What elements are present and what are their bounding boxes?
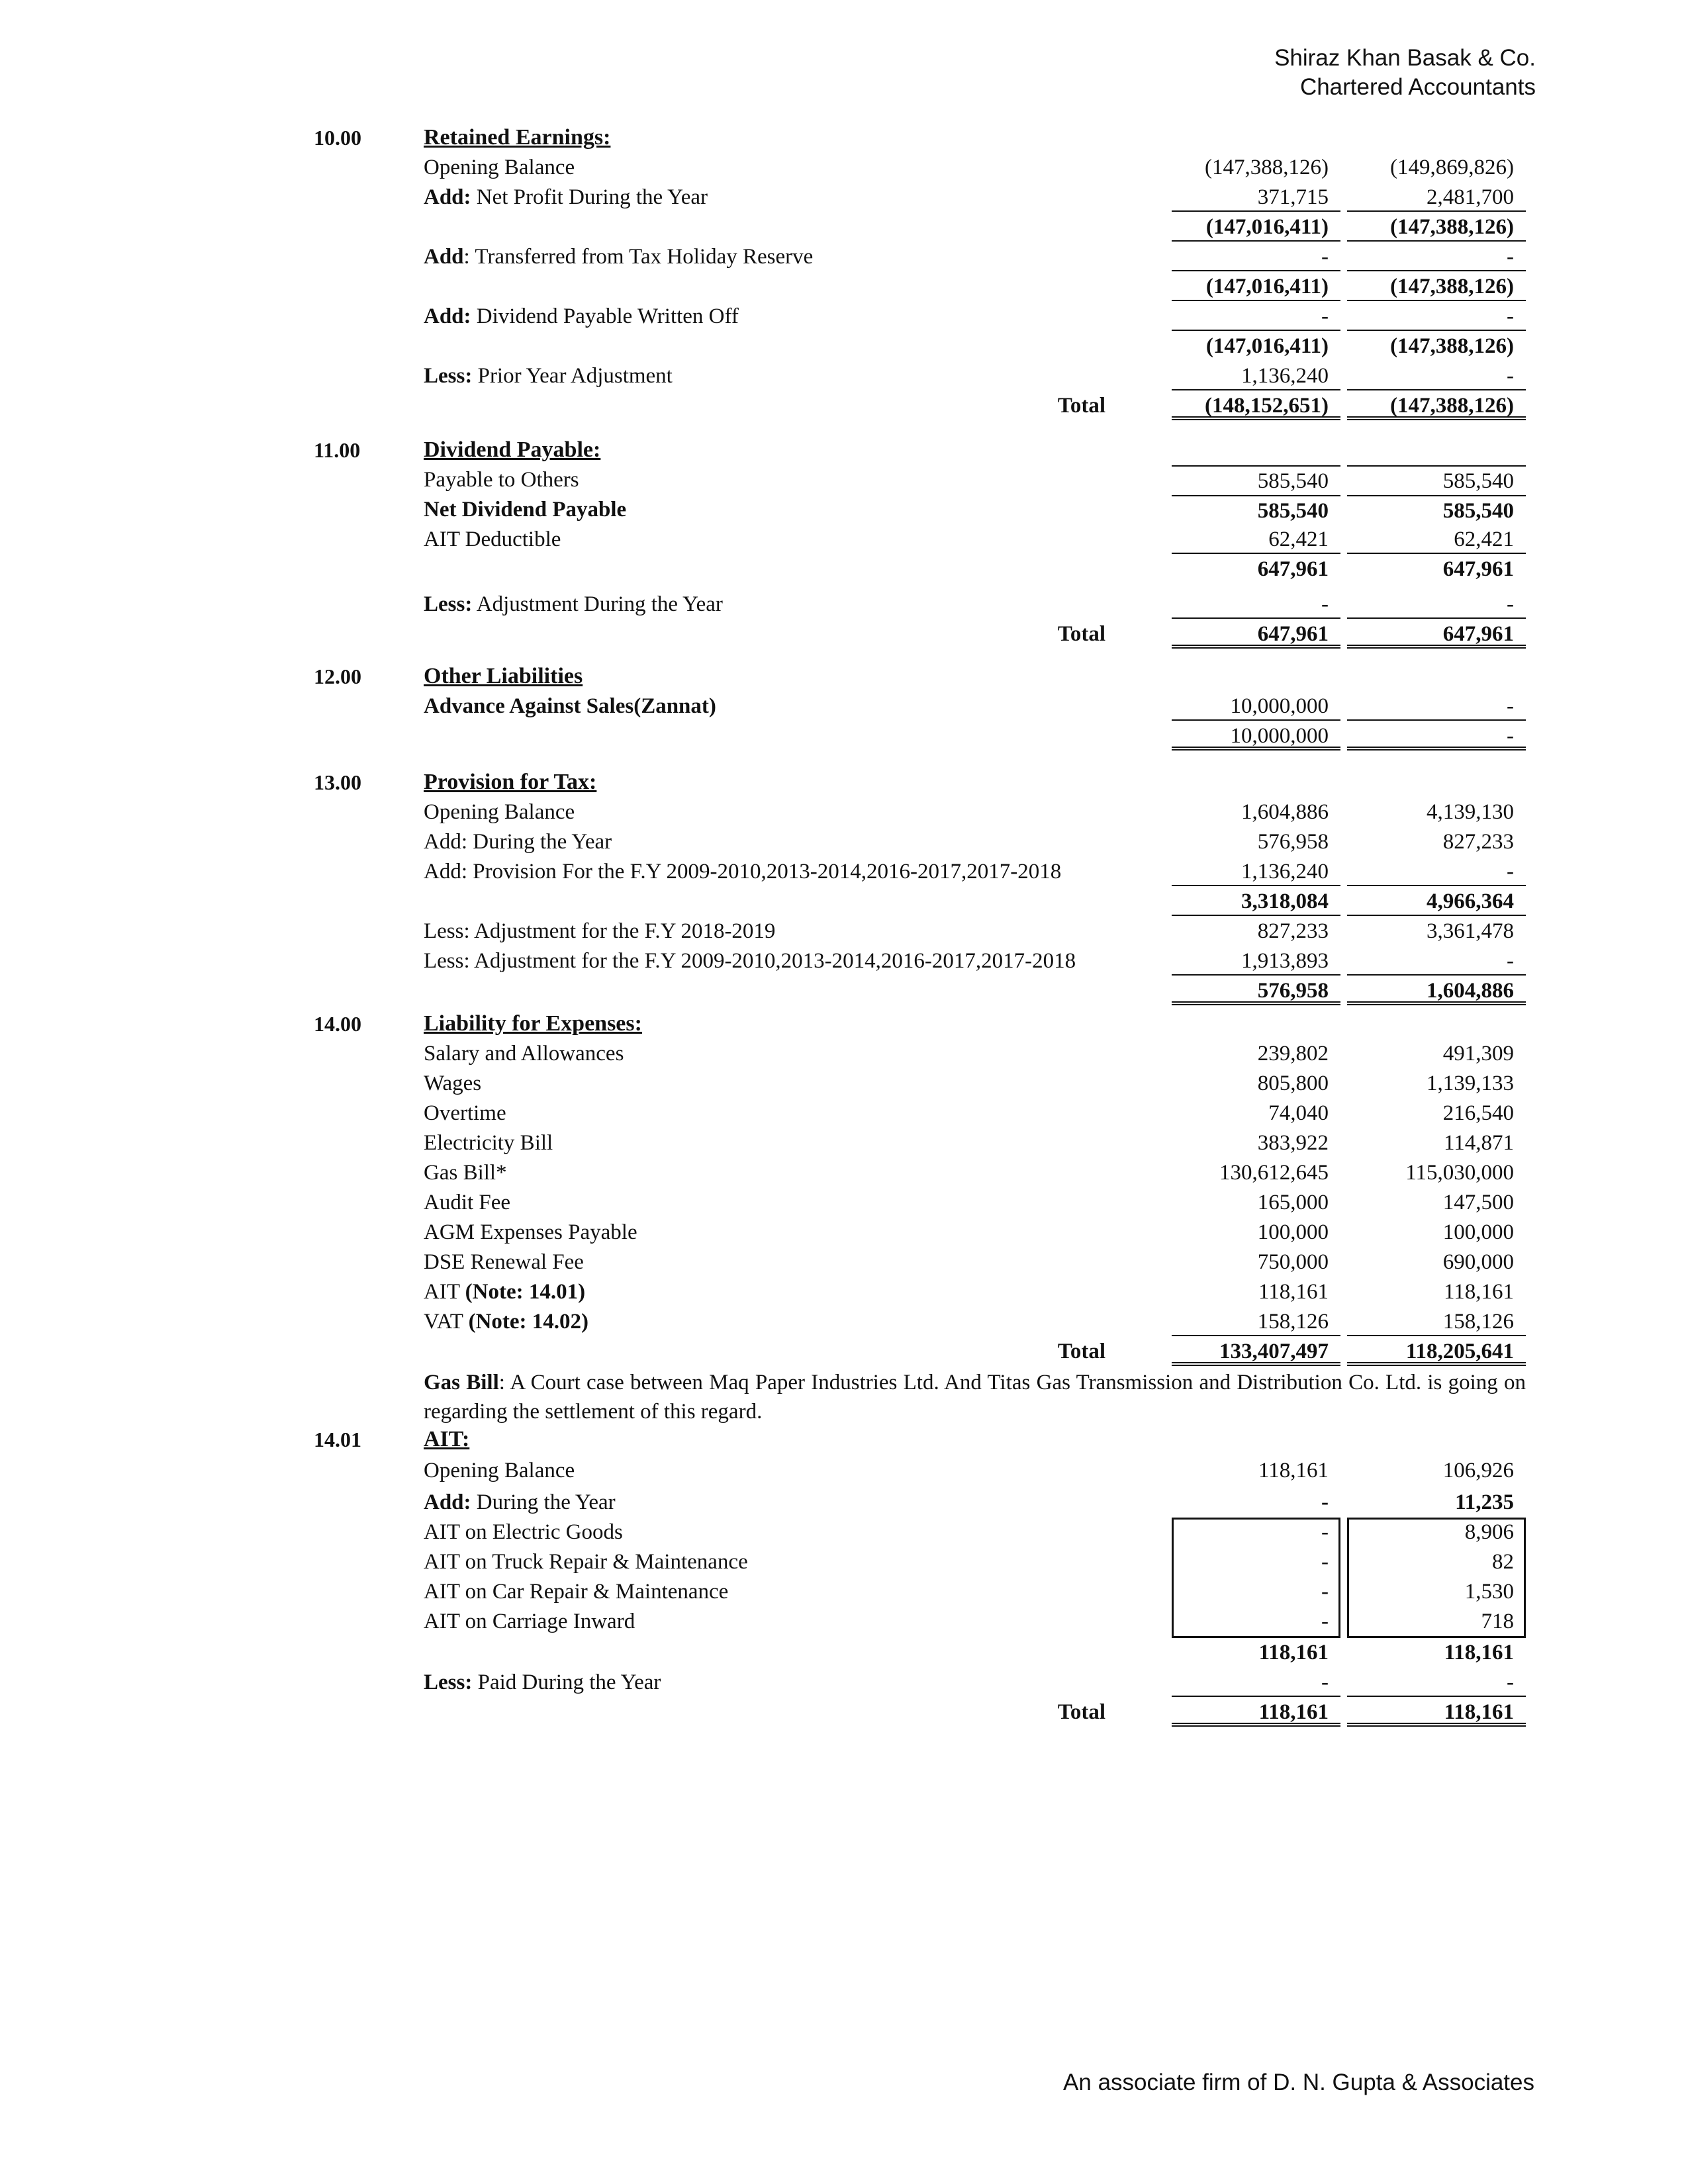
row-label: Gas Bill* (424, 1161, 507, 1185)
value-prior: (149,869,826) (1390, 156, 1514, 179)
row-label: Opening Balance (424, 1459, 575, 1482)
value-prior: - (1347, 1668, 1526, 1697)
total-current: 133,407,497 (1172, 1337, 1340, 1366)
value-prior: - (1347, 302, 1526, 331)
row-label: Salary and Allowances (424, 1042, 624, 1066)
subtotal-row (0, 1638, 1688, 1668)
value-prior: 1,139,133 (1427, 1071, 1514, 1095)
table-row (0, 1607, 1688, 1637)
value-current: 585,540 (1172, 495, 1340, 524)
note-title: Liability for Expenses: (424, 1011, 642, 1036)
value-current: 1,913,893 (1172, 946, 1340, 976)
row-label: Add: Transferred from Tax Holiday Reserve (424, 245, 814, 269)
subtotal-row (0, 212, 1688, 242)
firm-name: Shiraz Khan Basak & Co. (1274, 45, 1536, 71)
table-row (0, 917, 1688, 946)
row-label: AIT on Truck Repair & Maintenance (424, 1550, 748, 1574)
value-current: - (1321, 1550, 1329, 1574)
value-current: 827,233 (1257, 919, 1329, 943)
subtotal-current: 3,318,084 (1172, 887, 1340, 916)
note-number: 11.00 (314, 438, 361, 462)
value-prior: 718 (1481, 1610, 1514, 1633)
value-prior: 1,530 (1464, 1580, 1514, 1604)
table-row (0, 495, 1688, 525)
value-current: 118,161 (1258, 1280, 1329, 1304)
table-row (0, 857, 1688, 887)
value-current: 165,000 (1257, 1191, 1329, 1214)
value-current: 805,800 (1257, 1071, 1329, 1095)
total-label: Total (1057, 622, 1105, 646)
total-label: Total (1057, 394, 1105, 418)
note-number: 14.01 (314, 1428, 361, 1451)
value-current: 62,421 (1172, 525, 1340, 554)
total-prior: - (1347, 721, 1526, 751)
table-row (0, 1277, 1688, 1307)
value-current: 1,136,240 (1172, 361, 1340, 390)
row-label: Electricity Bill (424, 1131, 553, 1155)
table-row (0, 827, 1688, 857)
subtotal-current: 647,961 (1257, 557, 1329, 581)
note-title: Provision for Tax: (424, 770, 597, 794)
subtotal-current: (147,016,411) (1205, 334, 1329, 358)
value-prior: 147,500 (1442, 1191, 1514, 1214)
table-row (0, 465, 1688, 495)
value-current: 100,000 (1257, 1220, 1329, 1244)
total-row (0, 1337, 1688, 1367)
table-row (0, 1069, 1688, 1099)
value-prior: 8,906 (1464, 1520, 1514, 1544)
firm-subtitle: Chartered Accountants (1299, 74, 1536, 100)
value-prior: 3,361,478 (1427, 919, 1514, 943)
value-current: - (1321, 1490, 1329, 1514)
subtotal-row (0, 332, 1688, 361)
table-row (0, 1248, 1688, 1277)
total-current: 10,000,000 (1172, 721, 1340, 751)
subtotal-current: (147,016,411) (1172, 272, 1340, 301)
note-number: 13.00 (314, 770, 361, 794)
firm-header (1274, 44, 1536, 102)
value-prior: 491,309 (1442, 1042, 1514, 1066)
row-label: Less: Adjustment During the Year (424, 592, 723, 616)
value-prior: 690,000 (1442, 1250, 1514, 1274)
table-row (0, 1128, 1688, 1158)
subtotal-prior: 4,966,364 (1347, 887, 1526, 916)
row-label: Add: During the Year (424, 830, 612, 854)
note-number: 10.00 (314, 126, 361, 150)
row-label: Wages (424, 1071, 482, 1095)
row-label: Opening Balance (424, 156, 575, 179)
row-label: Net Dividend Payable (424, 498, 627, 522)
subtotal-row (0, 555, 1688, 584)
row-label: Overtime (424, 1101, 506, 1125)
table-row (0, 1488, 1688, 1518)
total-prior: 118,161 (1347, 1698, 1526, 1727)
subtotal-row (0, 272, 1688, 302)
value-prior: 62,421 (1347, 525, 1526, 554)
row-label: Less: Paid During the Year (424, 1670, 661, 1694)
value-current: - (1321, 1520, 1329, 1544)
value-current: 10,000,000 (1172, 692, 1340, 721)
note-number: 14.00 (314, 1012, 361, 1036)
table-row (0, 361, 1688, 391)
total-current: 647,961 (1172, 619, 1340, 649)
value-prior: 118,161 (1443, 1280, 1514, 1304)
row-label: Advance Against Sales(Zannat) (424, 694, 716, 718)
total-current: (148,152,651) (1172, 391, 1340, 420)
total-current: 576,958 (1172, 976, 1340, 1005)
value-current: - (1321, 1610, 1329, 1633)
footer-associate-note: An associate firm of D. N. Gupta & Associates (1063, 2070, 1534, 2095)
value-prior: 4,139,130 (1427, 800, 1514, 824)
value-current: 239,802 (1257, 1042, 1329, 1066)
row-label: Audit Fee (424, 1191, 511, 1214)
table-row (0, 1218, 1688, 1248)
value-prior: - (1347, 692, 1526, 721)
table-row (0, 242, 1688, 272)
value-prior: - (1347, 361, 1526, 390)
row-label: Add: During the Year (424, 1490, 616, 1514)
row-label: Less: Prior Year Adjustment (424, 364, 673, 388)
value-current: 371,715 (1172, 183, 1340, 212)
total-prior: 1,604,886 (1347, 976, 1526, 1005)
table-row (0, 590, 1688, 619)
value-prior: - (1347, 857, 1526, 886)
value-current: 1,604,886 (1241, 800, 1329, 824)
value-current: - (1172, 1668, 1340, 1697)
subtotal-prior: (147,388,126) (1347, 272, 1526, 301)
row-label: AIT Deductible (424, 527, 561, 551)
value-current: 74,040 (1268, 1101, 1329, 1125)
table-row (0, 1577, 1688, 1607)
table-row (0, 692, 1688, 721)
table-row (0, 1547, 1688, 1577)
total-row (0, 619, 1688, 649)
value-current: 130,612,645 (1219, 1161, 1329, 1185)
subtotal-prior: 118,161 (1444, 1641, 1514, 1664)
value-prior: 106,926 (1442, 1459, 1514, 1482)
subtotal-prior: 647,961 (1442, 557, 1514, 581)
table-row (0, 302, 1688, 332)
table-row (0, 1518, 1688, 1547)
value-prior: - (1347, 946, 1526, 976)
note-title: Dividend Payable: (424, 437, 601, 462)
value-prior: 82 (1492, 1550, 1514, 1574)
note-title: Other Liabilities (424, 664, 583, 688)
total-row (0, 976, 1688, 1006)
value-current: - (1172, 242, 1340, 271)
value-current: - (1172, 302, 1340, 331)
subtotal-current: (147,016,411) (1172, 212, 1340, 242)
total-row (0, 721, 1688, 751)
row-label: VAT (Note: 14.02) (424, 1310, 589, 1334)
note-title: AIT: (424, 1427, 470, 1451)
row-label: Less: Adjustment for the F.Y 2018-2019 (424, 919, 776, 943)
gas-bill-note: Gas Bill: A Court case between Maq Paper Industries Ltd. And Titas Gas Transmission and Distribution Co. Ltd. is going on regarding the settlement of this regard. (424, 1371, 1526, 1424)
value-current: (147,388,126) (1205, 156, 1329, 179)
row-label: AIT on Electric Goods (424, 1520, 623, 1544)
value-current: 158,126 (1172, 1307, 1340, 1336)
value-prior: 114,871 (1443, 1131, 1514, 1155)
table-row (0, 946, 1688, 976)
total-row (0, 391, 1688, 421)
value-current: 750,000 (1257, 1250, 1329, 1274)
row-label: AIT (Note: 14.01) (424, 1280, 586, 1304)
total-label: Total (1057, 1340, 1105, 1363)
value-current: - (1172, 590, 1340, 619)
value-current: 1,136,240 (1172, 857, 1340, 886)
row-label: AIT on Car Repair & Maintenance (424, 1580, 729, 1604)
value-prior: 827,233 (1442, 830, 1514, 854)
subtotal-prior: (147,388,126) (1347, 212, 1526, 242)
value-prior: 216,540 (1442, 1101, 1514, 1125)
table-row (0, 1668, 1688, 1698)
table-row (0, 797, 1688, 827)
row-label: AGM Expenses Payable (424, 1220, 637, 1244)
note-number: 12.00 (314, 664, 361, 688)
table-row (0, 525, 1688, 555)
subtotal-row (0, 887, 1688, 917)
row-label: Opening Balance (424, 800, 575, 824)
total-prior: 647,961 (1347, 619, 1526, 649)
value-prior: 11,235 (1455, 1490, 1514, 1514)
subtotal-current: 118,161 (1258, 1641, 1329, 1664)
value-current: 118,161 (1258, 1459, 1329, 1482)
row-label: Add: Dividend Payable Written Off (424, 304, 739, 328)
row-label: Payable to Others (424, 468, 579, 492)
total-row (0, 1698, 1688, 1727)
table-row (0, 1158, 1688, 1188)
total-prior: (147,388,126) (1347, 391, 1526, 420)
row-label: Less: Adjustment for the F.Y 2009-2010,2013-2014,2016-2017,2017-2018 (424, 949, 1076, 973)
total-current: 118,161 (1172, 1698, 1340, 1727)
value-current: 585,540 (1172, 465, 1340, 494)
value-prior: 115,030,000 (1405, 1161, 1514, 1185)
table-row (0, 1039, 1688, 1069)
table-row (0, 153, 1688, 183)
table-row (0, 1188, 1688, 1218)
value-prior: 100,000 (1442, 1220, 1514, 1244)
value-prior: 2,481,700 (1347, 183, 1526, 212)
note-title: Retained Earnings: (424, 125, 611, 150)
row-label: DSE Renewal Fee (424, 1250, 584, 1274)
value-current: 576,958 (1257, 830, 1329, 854)
value-current: 383,922 (1257, 1131, 1329, 1155)
row-label: AIT on Carriage Inward (424, 1610, 635, 1633)
row-label: Add: Provision For the F.Y 2009-2010,2013-2014,2016-2017,2017-2018 (424, 860, 1062, 884)
total-prior: 118,205,641 (1347, 1337, 1526, 1366)
value-current: - (1321, 1580, 1329, 1604)
value-prior: 585,540 (1347, 495, 1526, 524)
table-row (0, 1099, 1688, 1128)
table-row (0, 183, 1688, 212)
value-prior: 158,126 (1347, 1307, 1526, 1336)
subtotal-prior: (147,388,126) (1390, 334, 1514, 358)
value-prior: - (1347, 242, 1526, 271)
table-row (0, 1456, 1688, 1486)
row-label: Add: Net Profit During the Year (424, 185, 708, 209)
table-row (0, 1307, 1688, 1337)
value-prior: 585,540 (1347, 465, 1526, 494)
total-label: Total (1057, 1700, 1105, 1724)
value-prior: - (1347, 590, 1526, 619)
